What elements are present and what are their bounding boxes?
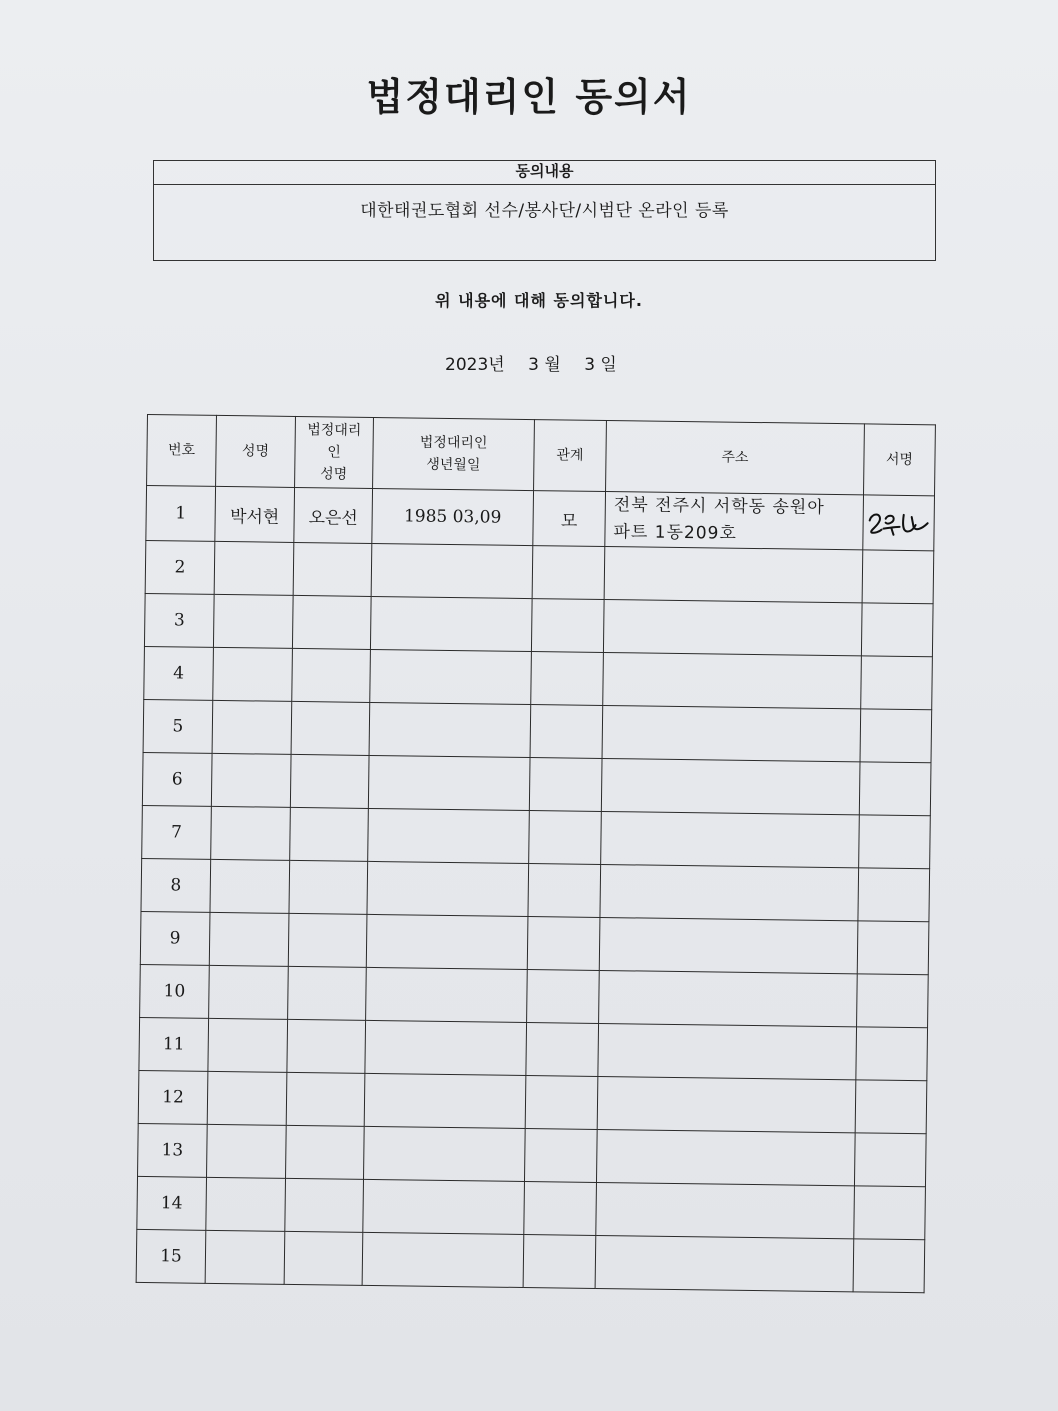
table-header-row [147,415,936,496]
cell-no: 8 [141,858,211,912]
header-signature: 서명 [864,424,936,496]
cell-address-line2: 파트 1동209호 [613,522,737,544]
cell-address [605,492,864,550]
cell-address-line1: 전북 전주시 서학동 송원아 [613,495,825,518]
cell-rep-birth: 1985 03,09 [372,488,534,545]
cell-relation: 모 [533,491,606,547]
cell-no: 13 [138,1123,208,1177]
cell-no: 5 [143,699,213,753]
cell-no: 1 [146,486,216,542]
date-year: 2023 [445,355,489,375]
document-title: 법정대리인 동의서 [366,75,692,119]
cell-no: 11 [139,1017,209,1071]
table-row [136,1229,925,1292]
header-rep-birth-line2: 생년월일 [426,456,481,474]
consent-header-label: 동의내용 [515,162,574,180]
header-name: 성명 [216,415,296,487]
cell-no: 15 [136,1229,206,1283]
cell-no: 10 [140,964,210,1018]
header-no: 번호 [147,415,217,487]
cell-no: 2 [145,540,215,594]
registration-table-wrapper [135,414,935,1314]
consent-box [153,160,936,261]
header-rep-birth-line1: 법정대리인 [419,434,488,452]
date-month: 3 [528,355,539,375]
header-address: 주소 [606,421,865,495]
cell-no: 4 [144,646,214,700]
cell-no: 7 [142,805,212,859]
date-day-unit: 일 [600,355,617,375]
date-line [445,350,617,375]
consent-body: 대한태권도협회 선수/봉사단/시범단 온라인 등록 [360,201,729,221]
table-row [146,486,935,551]
cell-name: 박서현 [215,486,295,542]
handwritten-signature [865,506,931,539]
header-rep-name-line3: 성명 [320,466,348,483]
registration-table [136,414,936,1293]
cell-signature [863,495,935,551]
cell-no: 3 [144,593,214,647]
header-relation: 관계 [534,420,607,492]
cell-no: 12 [138,1070,208,1124]
header-rep-birth [373,417,535,490]
agree-statement: 위 내용에 대해 동의합니다. [435,291,643,310]
cell-no: 14 [137,1176,207,1230]
header-rep-name-line2: 인 [327,444,341,461]
date-day: 3 [584,355,596,375]
header-rep-name-line1: 법정대리 [307,422,362,439]
date-month-unit: 월 [544,355,561,375]
header-rep-name [295,416,374,488]
consent-header [154,161,935,185]
cell-no: 6 [142,752,212,806]
cell-no: 9 [140,911,210,965]
cell-rep-name: 오은선 [294,487,373,543]
date-year-unit: 년 [488,355,505,375]
